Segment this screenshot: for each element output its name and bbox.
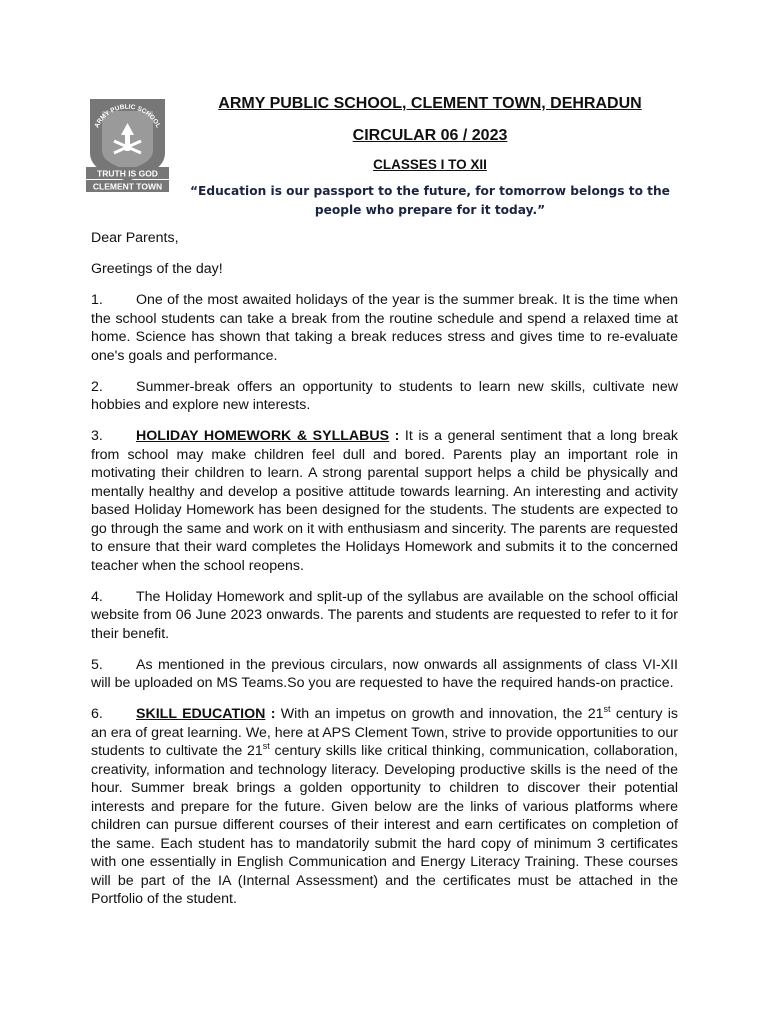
paragraph-text: Summer-break offers an opportunity to students to learn new skills, cultivate new hobbies and explore new interests. [91, 378, 678, 413]
opening-greeting: Greetings of the day! [91, 261, 223, 277]
heading-colon: : [265, 706, 276, 722]
paragraph-number: 4. [91, 588, 103, 605]
paragraph-number: 6. [91, 706, 103, 722]
paragraph-number: 2. [91, 378, 103, 395]
school-name: ARMY PUBLIC SCHOOL, CLEMENT TOWN, DEHRADUN [218, 95, 642, 112]
school-crest-icon [84, 95, 171, 195]
paragraph-3 [91, 427, 678, 575]
circular-number: CIRCULAR 06 / 2023 [352, 127, 508, 144]
paragraph-text: It is a general sentiment that a long break from school may make children feel dull and bored. Parents play an important role in motivating their children to learn. A strong parental support helps a child be physically and mentally healthy and develop a positive attitude towards learning. An interesting and activity based Holiday Homework has been designed for the students. The students are expected to go through the same and work on it with enthusiasm and sincerity. The parents are requested to ensure that their ward completes the Holidays Homework and submits it to the concerned teacher when the school reopens. [91, 428, 679, 574]
school-logo [84, 95, 171, 195]
section-heading-holiday-homework: HOLIDAY HOMEWORK & SYLLABUS [136, 428, 390, 444]
paragraph-number: 5. [91, 656, 103, 673]
logo-arc-text: ARMY PUBLIC SCHOOL [93, 103, 162, 130]
logo-motto-line2: CLEMENT TOWN [92, 181, 163, 192]
paragraph-text-part: century is an era of great learning. We, here at APS Clement Town, strive to provide opportunities to our students to cultivate the 21 [91, 706, 679, 759]
paragraph-text: The Holiday Homework and split-up of the syllabus are available on the school official website from 06 June 2023 onwards. The parents and students are requested to refer to it for their benefit. [91, 588, 678, 642]
paragraph-5 [91, 656, 678, 693]
paragraph-2 [91, 378, 678, 415]
ordinal-superscript: st [603, 704, 611, 714]
letter-body [91, 229, 678, 921]
heading-colon: : [389, 428, 400, 444]
paragraph-number: 1. [91, 292, 103, 308]
logo-motto-line1: TRUTH IS GOD [97, 168, 158, 179]
paragraph-4 [91, 588, 678, 644]
paragraph-number: 3. [91, 428, 103, 444]
paragraph-1 [91, 291, 678, 365]
section-heading-skill-education: SKILL EDUCATION [136, 706, 266, 722]
classes-line: CLASSES I TO XII [373, 157, 487, 172]
quote: “Education is our passport to the future, for tomorrow belongs to the people who prepare for it today.” [190, 184, 670, 217]
paragraph-text-part: century skills like critical thinking, communication, collaboration, creativity, information and technology literacy. Developing productive skills is the need of the hour. Summer break brings a golden opportunity to children to discover their potential interests and prepare for the future. Given below are the links of various platforms where children can pursue different courses of their interest and earn certificates on completion of the same. Each student has to mandatorily submit the hard copy of minimum 3 certificates with one essentially in English Communication and Energy Literacy Training. These courses will be part of the IA (Internal Assessment) and the certificates must be attached in the Portfolio of the student. [91, 743, 678, 907]
paragraph-6 [91, 705, 678, 909]
salutation: Dear Parents, [91, 230, 179, 246]
paragraph-text: As mentioned in the previous circulars, now onwards all assignments of class VI-XII will be uploaded on MS Teams.So you are requested to have the required hands-on practice. [91, 656, 678, 691]
paragraph-text: One of the most awaited holidays of the year is the summer break. It is the time when the school students can take a break from the routine schedule and spend a relaxed time at home. Science has shown that taking a break reduces stress and gives time to re-evaluate one's goals and performance. [91, 292, 678, 364]
ordinal-superscript: st [262, 741, 270, 751]
paragraph-text-part: With an impetus on growth and innovation, the 21 [275, 706, 604, 722]
